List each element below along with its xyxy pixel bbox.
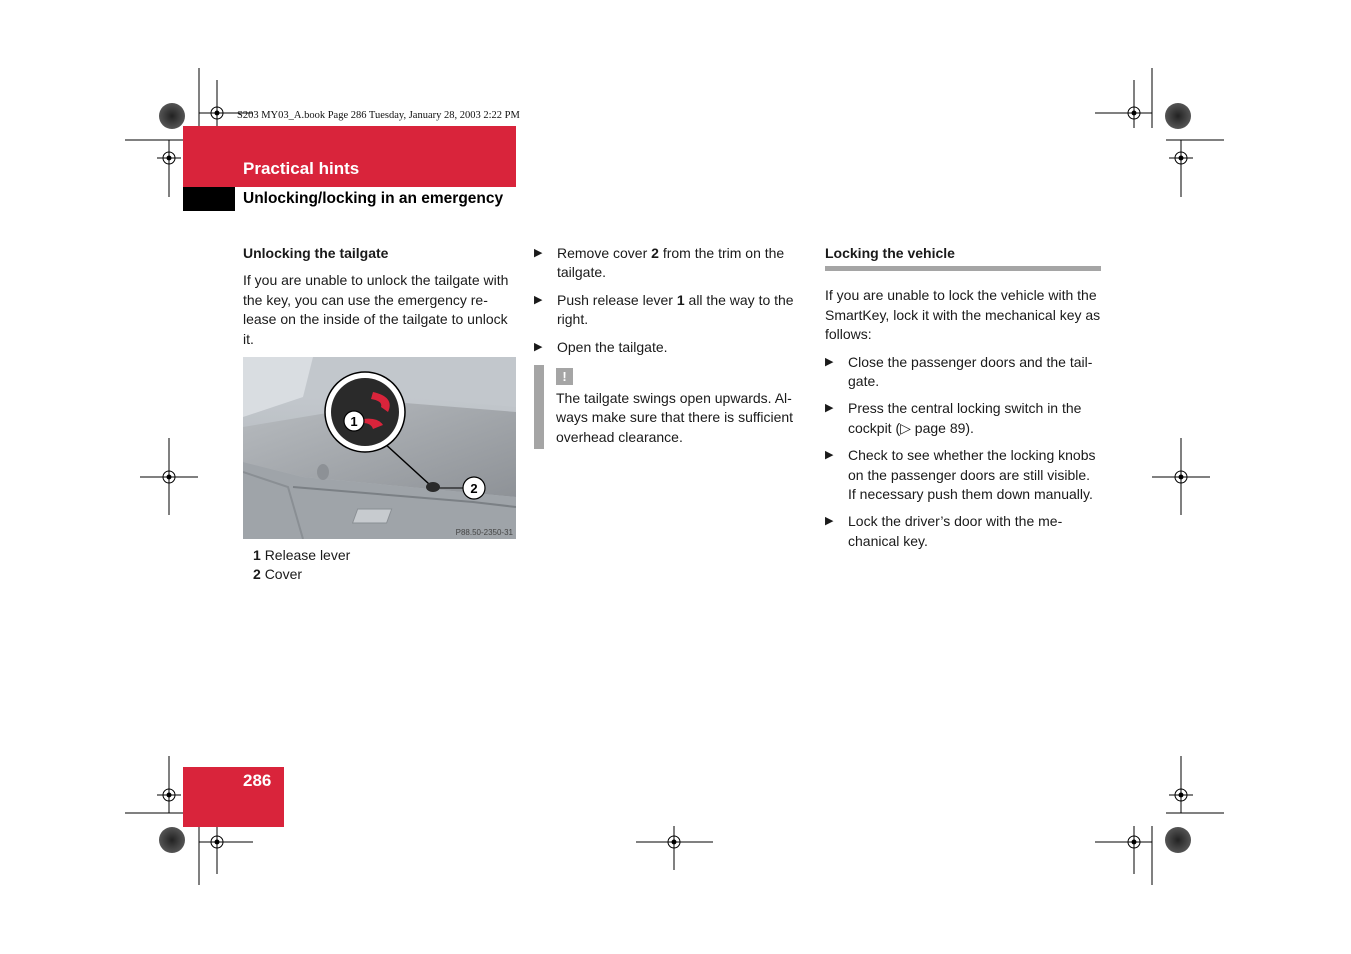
bullet-icon: ▶ xyxy=(825,402,834,415)
bullet-icon: ▶ xyxy=(534,340,543,353)
step-item: ▶ Close the passenger doors and the tail-gate. xyxy=(825,353,1093,390)
figure-code: P88.50-2350-31 xyxy=(455,528,513,538)
section-title: Practical hints xyxy=(243,159,360,178)
bullet-icon: ▶ xyxy=(825,515,834,528)
step-item: ▶ Lock the driver’s door with the me-chanical key. xyxy=(825,513,1063,549)
callout-2: 2 xyxy=(470,481,478,497)
subsection-title: Unlocking/locking in an emergency xyxy=(243,190,504,207)
warning-note xyxy=(534,365,809,447)
column-1 xyxy=(243,244,518,585)
step-item: ▶ Open the tailgate. xyxy=(534,338,809,357)
bullet-icon: ▶ xyxy=(534,247,543,259)
subsection-marker xyxy=(183,187,235,211)
step-item: ▶ Push release lever 1 all the way to the right. xyxy=(534,291,794,328)
caption-item: 2 Cover xyxy=(253,566,303,583)
caption-item: 1 Release lever xyxy=(253,547,351,564)
page-number: 286 xyxy=(243,771,272,790)
step-item: ▶ Press the central locking switch in the cockpit (▷ page 89). xyxy=(825,400,1082,436)
step-item: ▶ Check to see whether the locking knobs on the passenger doors are still visible. If necessary push them down manually. xyxy=(825,447,1096,503)
tailgate-paragraph: If you are unable to unlock the tailgate with the key, you can use the emergency re-lease on the inside of the tailgate to unlock it. xyxy=(243,272,509,347)
note-bar xyxy=(534,365,544,449)
tailgate-figure xyxy=(243,357,516,539)
bullet-icon: ▶ xyxy=(534,293,543,306)
print-header: S203 MY03_A.book Page 286 Tuesday, January 28, 2003 2:22 PM xyxy=(237,110,520,121)
locking-heading: Locking the vehicle xyxy=(825,244,1101,271)
tailgate-heading: Unlocking the tailgate xyxy=(243,245,389,261)
bullet-icon: ▶ xyxy=(825,449,834,462)
locking-paragraph: If you are unable to lock the vehicle with the SmartKey, lock it with the mechanical key as follows: xyxy=(825,287,1101,343)
figure-captions xyxy=(243,546,518,585)
column-2 xyxy=(534,244,809,447)
tailgate-illustration xyxy=(243,357,516,539)
bullet-icon: ▶ xyxy=(825,355,834,368)
note-text: The tailgate swings open upwards. Al-ways make sure that there is sufficient overhead clearance. xyxy=(556,390,794,445)
warning-icon: ! xyxy=(556,368,573,385)
callout-1: 1 xyxy=(350,414,358,430)
step-item: ▶ Remove cover 2 from the trim on the tailgate. xyxy=(534,245,785,281)
column-3 xyxy=(825,244,1101,559)
